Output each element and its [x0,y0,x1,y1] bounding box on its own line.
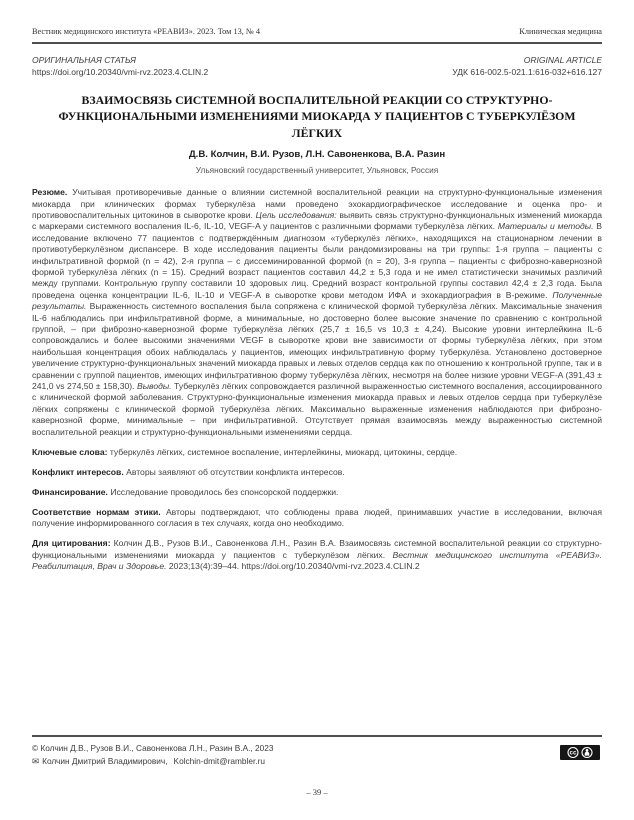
citation-paragraph: Для цитирования: Колчин Д.В., Рузов В.И., Савоненкова Л.Н., Разин В.А. Взаимосвязь системной воспалительной реакции со структурно-функциональными изменениями миокарда у пациентов с туберкулёзом лёгких. Вестник медицинского института «РЕАВИЗ». Реабилитация, Врач и Здоровье. 2023;13(4):39–44. https://doi.org/10.20340/vmi-rvz.2023.4.CLIN.2 [32,538,602,571]
running-header [32,27,602,36]
udk-number: УДК 616-002.5-021.1:616-032+616.127 [452,67,602,78]
journal-name: Вестник медицинского института «РЕАВИЗ». 2023. Том 13, № 4 [32,27,261,36]
header-divider [32,42,602,44]
article-meta-row [32,54,602,79]
authors-line: Д.В. Колчин, В.И. Рузов, Л.Н. Савоненкова, В.А. Разин [188,149,446,161]
article-type-en: ORIGINAL ARTICLE [523,55,602,65]
copyright-line: © Колчин Д.В., Рузов В.И., Савоненкова Л.Н., Разин В.А., 2023 [32,743,274,753]
abstract-paragraph: Резюме. Учитывая противоречивые данные о влиянии системной воспалительной реакции на структурно-функциональные изменения миокарда при клинических формах туберкулёза нами проведено эхокардиографическое исследование и оценка про- и противовоспалительных цитокинов в сыворотке крови. Цель исследования: выявить связь структурно-функциональных изменений миокарда с маркерами системного воспаления IL-6, IL-10, VEGF-A у пациентов с различными формами туберкулёза лёгких. Материалы и методы. В исследование включено 77 пациентов с подтверждённым диагнозом «туберкулёз лёгких», находящихся на стационарном лечении в противотуберкулёзном диспансере. В ходе исследования пациенты были рандомизированы на три группы: 1-я группа – пациенты с инфильтративной формой (n = 42), 2-я группа – с диссеминированной формой (n = 20), 3-я группа – пациенты с фиброзно-кавернозной формой туберкулёза лёгких (n = 15). Средний возраст пациентов составил 44,2 ± 5,3 года и не имел статистически значимых различий между группами. Контрольную группу составили 10 здоровых лиц. Средний возраст контрольной группы составил 42,4 ± 2,3 года. Была проведена оценка концентрации IL-6, IL-10 и VEGF-A в сыворотке крови методом ИФА и эхокардиография в В-режиме. Полученные результаты. Выраженность системного воспаления была сопряжена с клинической формой туберкулёза лёгких. Максимальные значения IL-6 наблюдались при инфильтративной форме, а минимальные, но достоверно более высокие значение по сравнению с контрольной группой, – при фиброзно-кавернозной форме туберкулёза лёгких (25,7 ± 16,5 vs 10,3 ± 4,24). Высокие уровни интерлейкина IL-6 сопровождались и более высокими значениями VEGF в сыворотке крови вне зависимости от формы туберкулёза лёгких, при этом наибольшая концентрация обоих наблюдалась у пациентов, имеющих инфильтративную форму туберкулёза. Установлено достоверное увеличение структурно-функциональных значений миокарда правых и левых отделов сердца как по отношению к контрольной группе, так и в сравнении с группой пациентов, имеющих инфильтративною форму туберкулёза лёгких, несмотря на более низкие уровни VEGF-A (391,43 ± 241,0 vs 274,50 ± 158,30). Выводы. Туберкулёз лёгких сопровождается различной выраженностью системного воспаления, ассоциированного с клинической формой заболевания. Структурно-функциональные изменения миокарда правых и левых отделов сердца при туберкулёзе лёгких сопряжены с клинической формой туберкулёза лёгких. Максимально выраженные изменения наблюдаются при фиброзно-кавернозной форме, минимальные – при инфильтративной. Отсутствует прямая взаимосвязь между выраженностью системной воспалительной реакции и структурно-функциональными изменениями сердца. [32,187,603,437]
financing-text: Исследование проводилось без спонсорской поддержки. [107,486,339,497]
section-name: Клиническая медицина [519,27,602,36]
footer [32,742,274,768]
financing-label: Финансирование. [32,486,108,497]
affiliation-line: Ульяновский государственный университет, Ульяновск, Россия [195,165,439,176]
conflict-text: Авторы заявляют об отсутствии конфликта интересов. [123,466,345,477]
correspondence-line [32,755,274,768]
ethics-paragraph [32,507,602,530]
footer-divider [32,735,602,737]
article-type-ru: ОРИГИНАЛЬНАЯ СТАТЬЯ [32,55,136,65]
conflict-paragraph [32,467,602,478]
ethics-label: Соответствие нормам этики. [32,506,161,517]
conflict-label: Конфликт интересов. [32,466,124,477]
ethics-text: Авторы подтверждают, что соблюдены права людей, принимавших участие в исследовании, включая получение информированного согласия в тех случаях, когда оно необходимо. [32,506,602,529]
svg-text:cc: cc [569,749,577,757]
envelope-icon: ✉ [32,756,40,766]
article-meta-right [452,54,602,79]
financing-paragraph [32,487,602,498]
doi-link[interactable]: https://doi.org/10.20340/vmi-rvz.2023.4.CLIN.2 [32,67,209,78]
keywords-text: туберкулёз лёгких, системное воспаление, интерлейкины, миокард, цитокины, сердце. [107,446,458,457]
keywords-paragraph [32,447,602,458]
correspondence-name: Колчин Дмитрий Владимирович, [42,756,168,766]
cc-by-license-icon[interactable] [560,745,600,765]
page-number: – 39 – [306,787,328,797]
keywords-label: Ключевые слова: [32,446,108,457]
email-link[interactable]: Kolchin-dmit@rambler.ru [173,756,265,766]
article-meta-left [32,54,208,79]
paper-title: ВЗАИМОСВЯЗЬ СИСТЕМНОЙ ВОСПАЛИТЕЛЬНОЙ РЕАКЦИИ СО СТРУКТУРНО-ФУНКЦИОНАЛЬНЫМИ ИЗМЕНЕНИЯМИ МИОКАРДА У ПАЦИЕНТОВ С ТУБЕРКУЛЁЗОМ ЛЁГКИХ [58,92,576,140]
